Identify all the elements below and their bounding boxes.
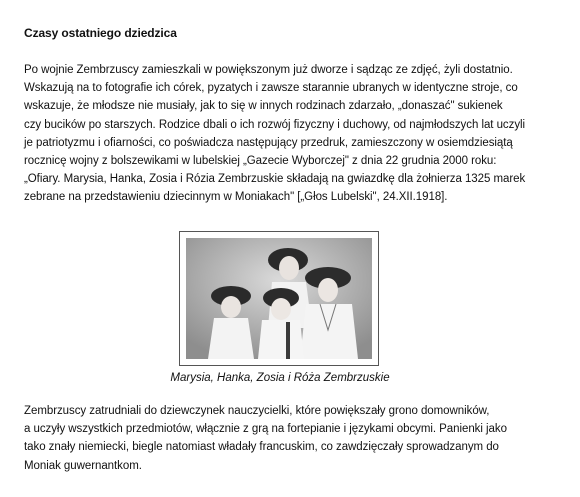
children-photo-illustration (186, 238, 372, 359)
text-line: czy bucików po starszych. Rodzice dbali o ich rozwój fizyczny i duchowy, od najmłodszych lat uczyli (24, 118, 526, 131)
text-line: Po wojnie Zembrzuscy zamieszkali w powiększonym już dworze i sądząc ze zdjęć, żyli dostatnio. (24, 64, 513, 76)
text-line: Zembrzuscy zatrudniali do dziewczynek nauczycielki, które powiększały grono domowników, (24, 405, 490, 417)
text-line: rocznicę wojny z bolszewikami w lubelskiej „Gazecie Wyborczej" z dnia 22 grudnia 2000 roku: (24, 155, 497, 168)
text-line: Wskazują na to fotografie ich córek, pyzatych i zawsze starannie ubranych w identyczne stroje, co (24, 82, 518, 95)
page-title: Czasy ostatniego dziedzica (24, 26, 177, 40)
family-photo (186, 238, 372, 359)
text-line: zebrane na przedstawieniu dziecinnym w Moniakach" [„Głos Lubelski", 24.XII.1918]. (24, 191, 448, 204)
paragraph-governesses (24, 402, 564, 475)
text-line: Moniak guwernantkom. (24, 459, 142, 472)
text-line: a uczyły wszystkich przedmiotów, włącznie z grą na fortepianie i językami obcymi. Panienki jako (24, 423, 507, 436)
photo-caption: Marysia, Hanka, Zosia i Róża Zembrzuskie (170, 372, 390, 384)
photo-frame (179, 231, 379, 366)
text-line: tako znały niemiecki, biegle natomiast władały francuskim, co zawdzięczały sprowadzanym do (24, 441, 499, 454)
text-line: „Ofiary. Marysia, Hanka, Zosia i Rózia Zembrzuskie składają na gwiazdkę dla żołnierza 1325 marek (24, 173, 526, 186)
text-line: je patriotyzmu i ofiarności, co poświadcza następujący przedruk, zamieszczony w osiemdziesiątą (24, 136, 513, 149)
text-line: wskazuje, że młodsze nie musiały, jak to się w innych rodzinach zdarzało, „donaszać" sukienek (24, 100, 503, 113)
paragraph-intro (24, 61, 564, 207)
